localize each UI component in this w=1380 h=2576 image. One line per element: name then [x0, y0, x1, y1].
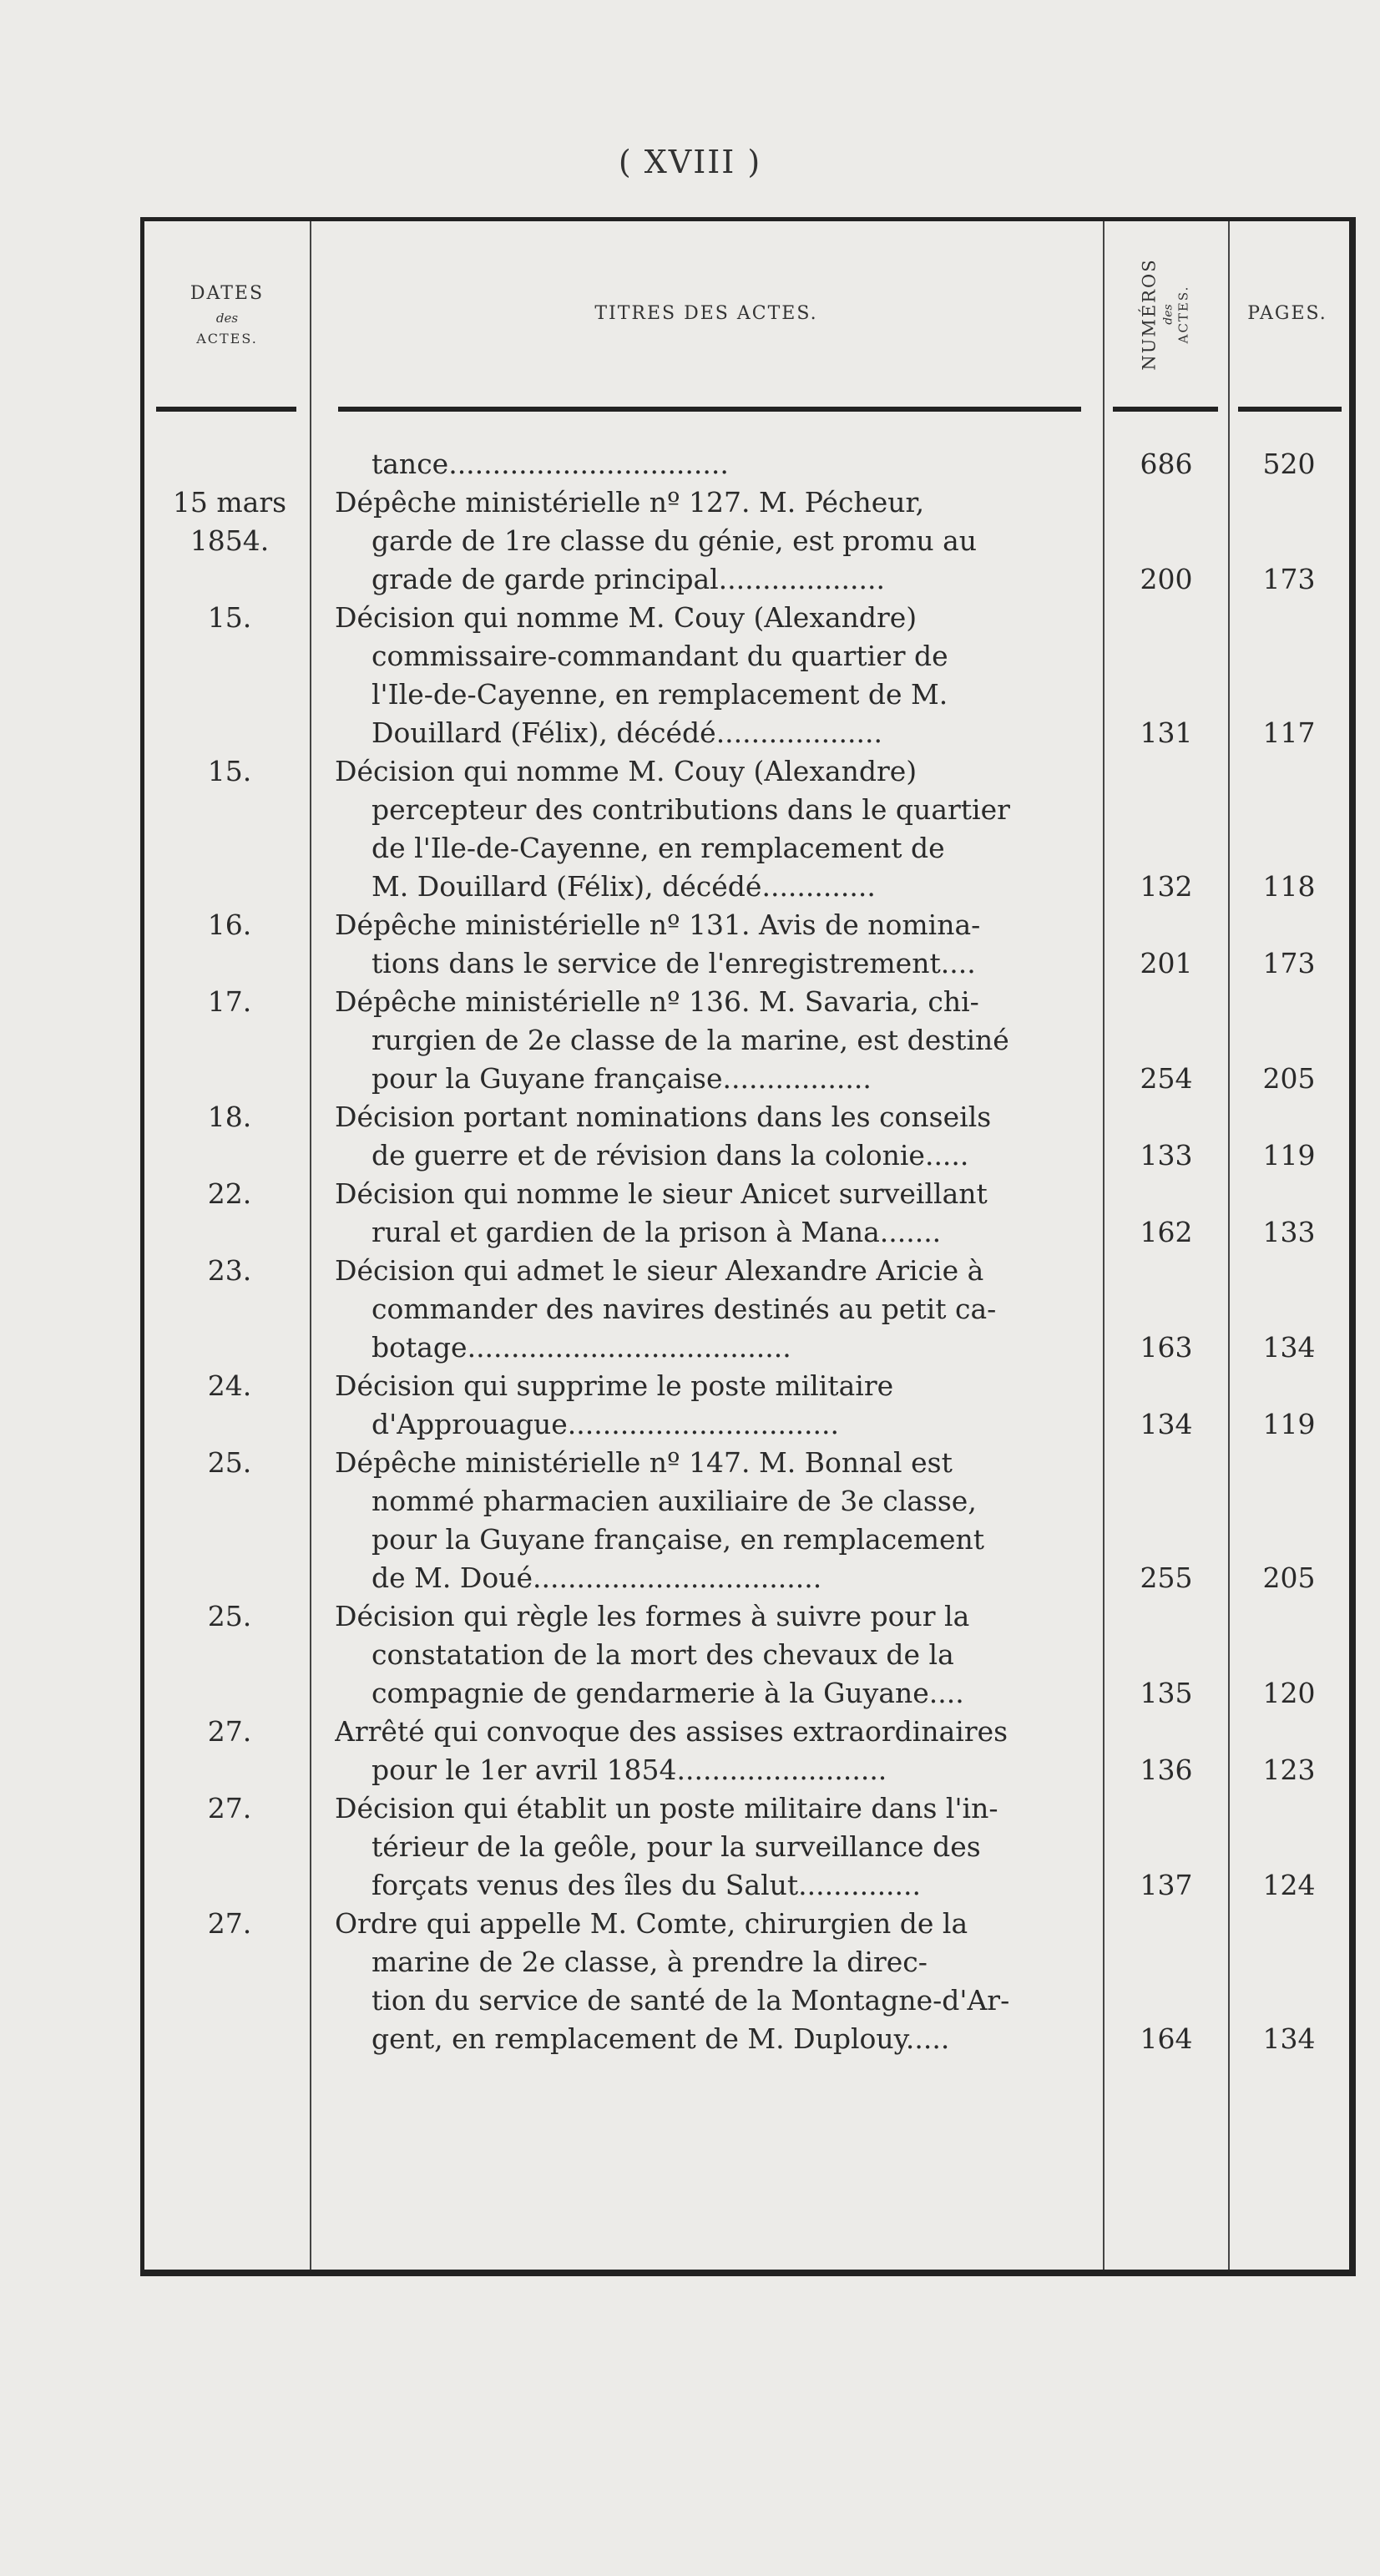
act-page: 205 — [1262, 1062, 1316, 1095]
table-row — [144, 906, 1347, 983]
header-rule — [156, 407, 296, 412]
act-title-line: Douillard (Félix), décédé................... — [372, 716, 882, 749]
act-number: 133 — [1140, 1139, 1193, 1172]
act-title — [335, 1905, 1094, 2058]
act-date: 16. — [207, 908, 252, 941]
act-page: 120 — [1262, 1677, 1316, 1709]
act-number: 134 — [1140, 1408, 1193, 1440]
act-date: 27. — [207, 1907, 252, 1940]
act-number: 136 — [1140, 1754, 1193, 1786]
act-title-line: garde de 1re classe du génie, est promu au — [372, 524, 978, 557]
act-number: 254 — [1140, 1062, 1193, 1095]
act-title — [335, 983, 1094, 1098]
act-number: 255 — [1140, 1561, 1193, 1594]
column-header-titles — [310, 221, 1103, 407]
act-title — [335, 1175, 1094, 1252]
act-title — [335, 752, 1094, 906]
column-header-numeros-line1: NUMÉROS — [1139, 257, 1160, 371]
act-page: 134 — [1262, 2022, 1316, 2055]
act-page: 117 — [1262, 716, 1316, 749]
act-title-line: l'Ile-de-Cayenne, en remplacement de M. — [372, 678, 948, 711]
act-title-line: botage..................................... — [372, 1331, 791, 1364]
act-number: 131 — [1140, 716, 1193, 749]
header-rule — [338, 407, 1081, 412]
act-title-line: tance................................ — [372, 448, 729, 480]
act-number: 201 — [1140, 947, 1193, 979]
table-row — [144, 1175, 1347, 1252]
act-title-line: commander des navires destinés au petit ca- — [372, 1293, 997, 1325]
table-row — [144, 599, 1347, 752]
table-row — [144, 1367, 1347, 1444]
column-header-dates-line3: ACTES. — [196, 330, 258, 347]
act-title-line: pour le 1er avril 1854........................ — [372, 1754, 887, 1786]
act-title-line: Décision qui nomme M. Couy (Alexandre) — [335, 601, 917, 634]
column-header-dates-line1: DATES — [190, 282, 265, 304]
header-rule — [1113, 407, 1218, 412]
act-title-line: M. Douillard (Félix), décédé............. — [372, 870, 876, 903]
act-number: 162 — [1140, 1216, 1193, 1248]
act-title — [335, 445, 1094, 483]
act-title-line: Décision qui nomme le sieur Anicet surveillant — [335, 1177, 988, 1210]
table-row — [144, 1444, 1347, 1597]
column-header-numeros — [1103, 221, 1228, 407]
act-date: 27. — [207, 1715, 252, 1748]
table-row — [144, 1905, 1347, 2058]
act-title-line: de M. Doué................................. — [372, 1561, 822, 1594]
act-page: 124 — [1262, 1869, 1316, 1901]
table-row — [144, 1713, 1347, 1789]
act-number: 164 — [1140, 2022, 1193, 2055]
act-number: 686 — [1140, 448, 1193, 480]
act-date: 15 mars 1854. — [172, 486, 287, 557]
table-row — [144, 1789, 1347, 1905]
column-header-numeros-line3: ACTES. — [1175, 285, 1191, 343]
act-date: 23. — [207, 1254, 252, 1287]
act-title-line: Arrêté qui convoque des assises extraordinaires — [335, 1715, 1008, 1748]
header-rule — [1238, 407, 1342, 412]
act-page: 205 — [1262, 1561, 1316, 1594]
act-title-line: Décision qui nomme M. Couy (Alexandre) — [335, 755, 917, 787]
act-title — [335, 1098, 1094, 1175]
act-title-line: compagnie de gendarmerie à la Guyane.... — [372, 1677, 964, 1709]
table-row — [144, 483, 1347, 599]
act-title — [335, 1789, 1094, 1905]
act-title-line: Dépêche ministérielle nº 136. M. Savaria, chi- — [335, 985, 979, 1018]
act-title-line: tions dans le service de l'enregistrement.... — [372, 947, 976, 979]
act-page: 173 — [1262, 563, 1316, 595]
table-row — [144, 445, 1347, 483]
act-title-line: pour la Guyane française................. — [372, 1062, 872, 1095]
act-title-line: Décision qui établit un poste militaire dans l'in- — [335, 1792, 998, 1824]
act-title-line: marine de 2e classe, à prendre la direc- — [372, 1946, 928, 1978]
act-title-line: Décision portant nominations dans les conseils — [335, 1101, 992, 1133]
act-title-line: Décision qui admet le sieur Alexandre Aricie à — [335, 1254, 984, 1287]
act-date: 27. — [207, 1792, 252, 1824]
act-date: 24. — [207, 1369, 252, 1402]
act-title — [335, 599, 1094, 752]
act-title-line: rural et gardien de la prison à Mana....... — [372, 1216, 942, 1248]
act-date: 22. — [207, 1177, 252, 1210]
act-title-line: Décision qui supprime le poste militaire — [335, 1369, 894, 1402]
act-title-line: rurgien de 2e classe de la marine, est destiné — [372, 1024, 1009, 1056]
act-title — [335, 483, 1094, 599]
act-title-line: Ordre qui appelle M. Comte, chirurgien de la — [335, 1907, 968, 1940]
act-number: 137 — [1140, 1869, 1193, 1901]
act-title-line: gent, en remplacement de M. Duplouy..... — [372, 2022, 950, 2055]
column-header-titles-label: TITRES DES ACTES. — [594, 303, 818, 325]
act-title-line: Dépêche ministérielle nº 127. M. Pécheur, — [335, 486, 925, 519]
act-title-line: térieur de la geôle, pour la surveillance des — [372, 1830, 981, 1863]
act-date: 15. — [207, 601, 252, 634]
column-header-pages — [1228, 221, 1347, 407]
column-header-dates — [144, 221, 310, 407]
act-page: 173 — [1262, 947, 1316, 979]
act-number: 132 — [1140, 870, 1193, 903]
act-page: 118 — [1262, 870, 1316, 903]
act-title-line: d'Approuague............................... — [372, 1408, 839, 1440]
act-title — [335, 906, 1094, 983]
act-title-line: pour la Guyane française, en remplacement — [372, 1523, 985, 1556]
act-title-line: tion du service de santé de la Montagne-d'Ar- — [372, 1984, 1010, 2017]
act-page: 133 — [1262, 1216, 1316, 1248]
act-title-line: de guerre et de révision dans la colonie..... — [372, 1139, 969, 1172]
act-date: 15. — [207, 755, 252, 787]
act-title-line: percepteur des contributions dans le quartier — [372, 793, 1010, 826]
act-title — [335, 1367, 1094, 1444]
table-row — [144, 983, 1347, 1098]
act-page: 520 — [1262, 448, 1316, 480]
act-title — [335, 1597, 1094, 1713]
act-page: 123 — [1262, 1754, 1316, 1786]
acts-table — [140, 217, 1356, 2276]
act-page: 119 — [1262, 1139, 1316, 1172]
act-date: 25. — [207, 1600, 252, 1632]
column-header-pages-label: PAGES. — [1247, 303, 1327, 325]
act-title-line: Dépêche ministérielle nº 147. M. Bonnal est — [335, 1446, 953, 1479]
act-title — [335, 1444, 1094, 1597]
act-number: 163 — [1140, 1331, 1193, 1364]
act-title-line: commissaire-commandant du quartier de — [372, 640, 948, 672]
table-row — [144, 1098, 1347, 1175]
act-date: 17. — [207, 985, 252, 1018]
act-number: 135 — [1140, 1677, 1193, 1709]
act-page: 134 — [1262, 1331, 1316, 1364]
act-title — [335, 1252, 1094, 1367]
page-number: ( XVIII ) — [618, 144, 762, 180]
act-number: 200 — [1140, 563, 1193, 595]
act-title — [335, 1713, 1094, 1789]
act-title-line: Décision qui règle les formes à suivre pour la — [335, 1600, 970, 1632]
act-title-line: de l'Ile-de-Cayenne, en remplacement de — [372, 832, 945, 864]
table-row — [144, 752, 1347, 906]
act-title-line: nommé pharmacien auxiliaire de 3e classe, — [372, 1485, 977, 1517]
table-row — [144, 1252, 1347, 1367]
act-date: 25. — [207, 1446, 252, 1479]
act-date: 18. — [207, 1101, 252, 1133]
act-title-line: constatation de la mort des chevaux de la — [372, 1638, 954, 1671]
act-page: 119 — [1262, 1408, 1316, 1440]
table-row — [144, 1597, 1347, 1713]
act-title-line: grade de garde principal................... — [372, 563, 885, 595]
column-header-dates-line2: des — [215, 310, 239, 326]
act-title-line: forçats venus des îles du Salut.............. — [372, 1869, 922, 1901]
act-title-line: Dépêche ministérielle nº 131. Avis de nomina- — [335, 908, 981, 941]
column-header-numeros-line2: des — [1161, 303, 1175, 325]
